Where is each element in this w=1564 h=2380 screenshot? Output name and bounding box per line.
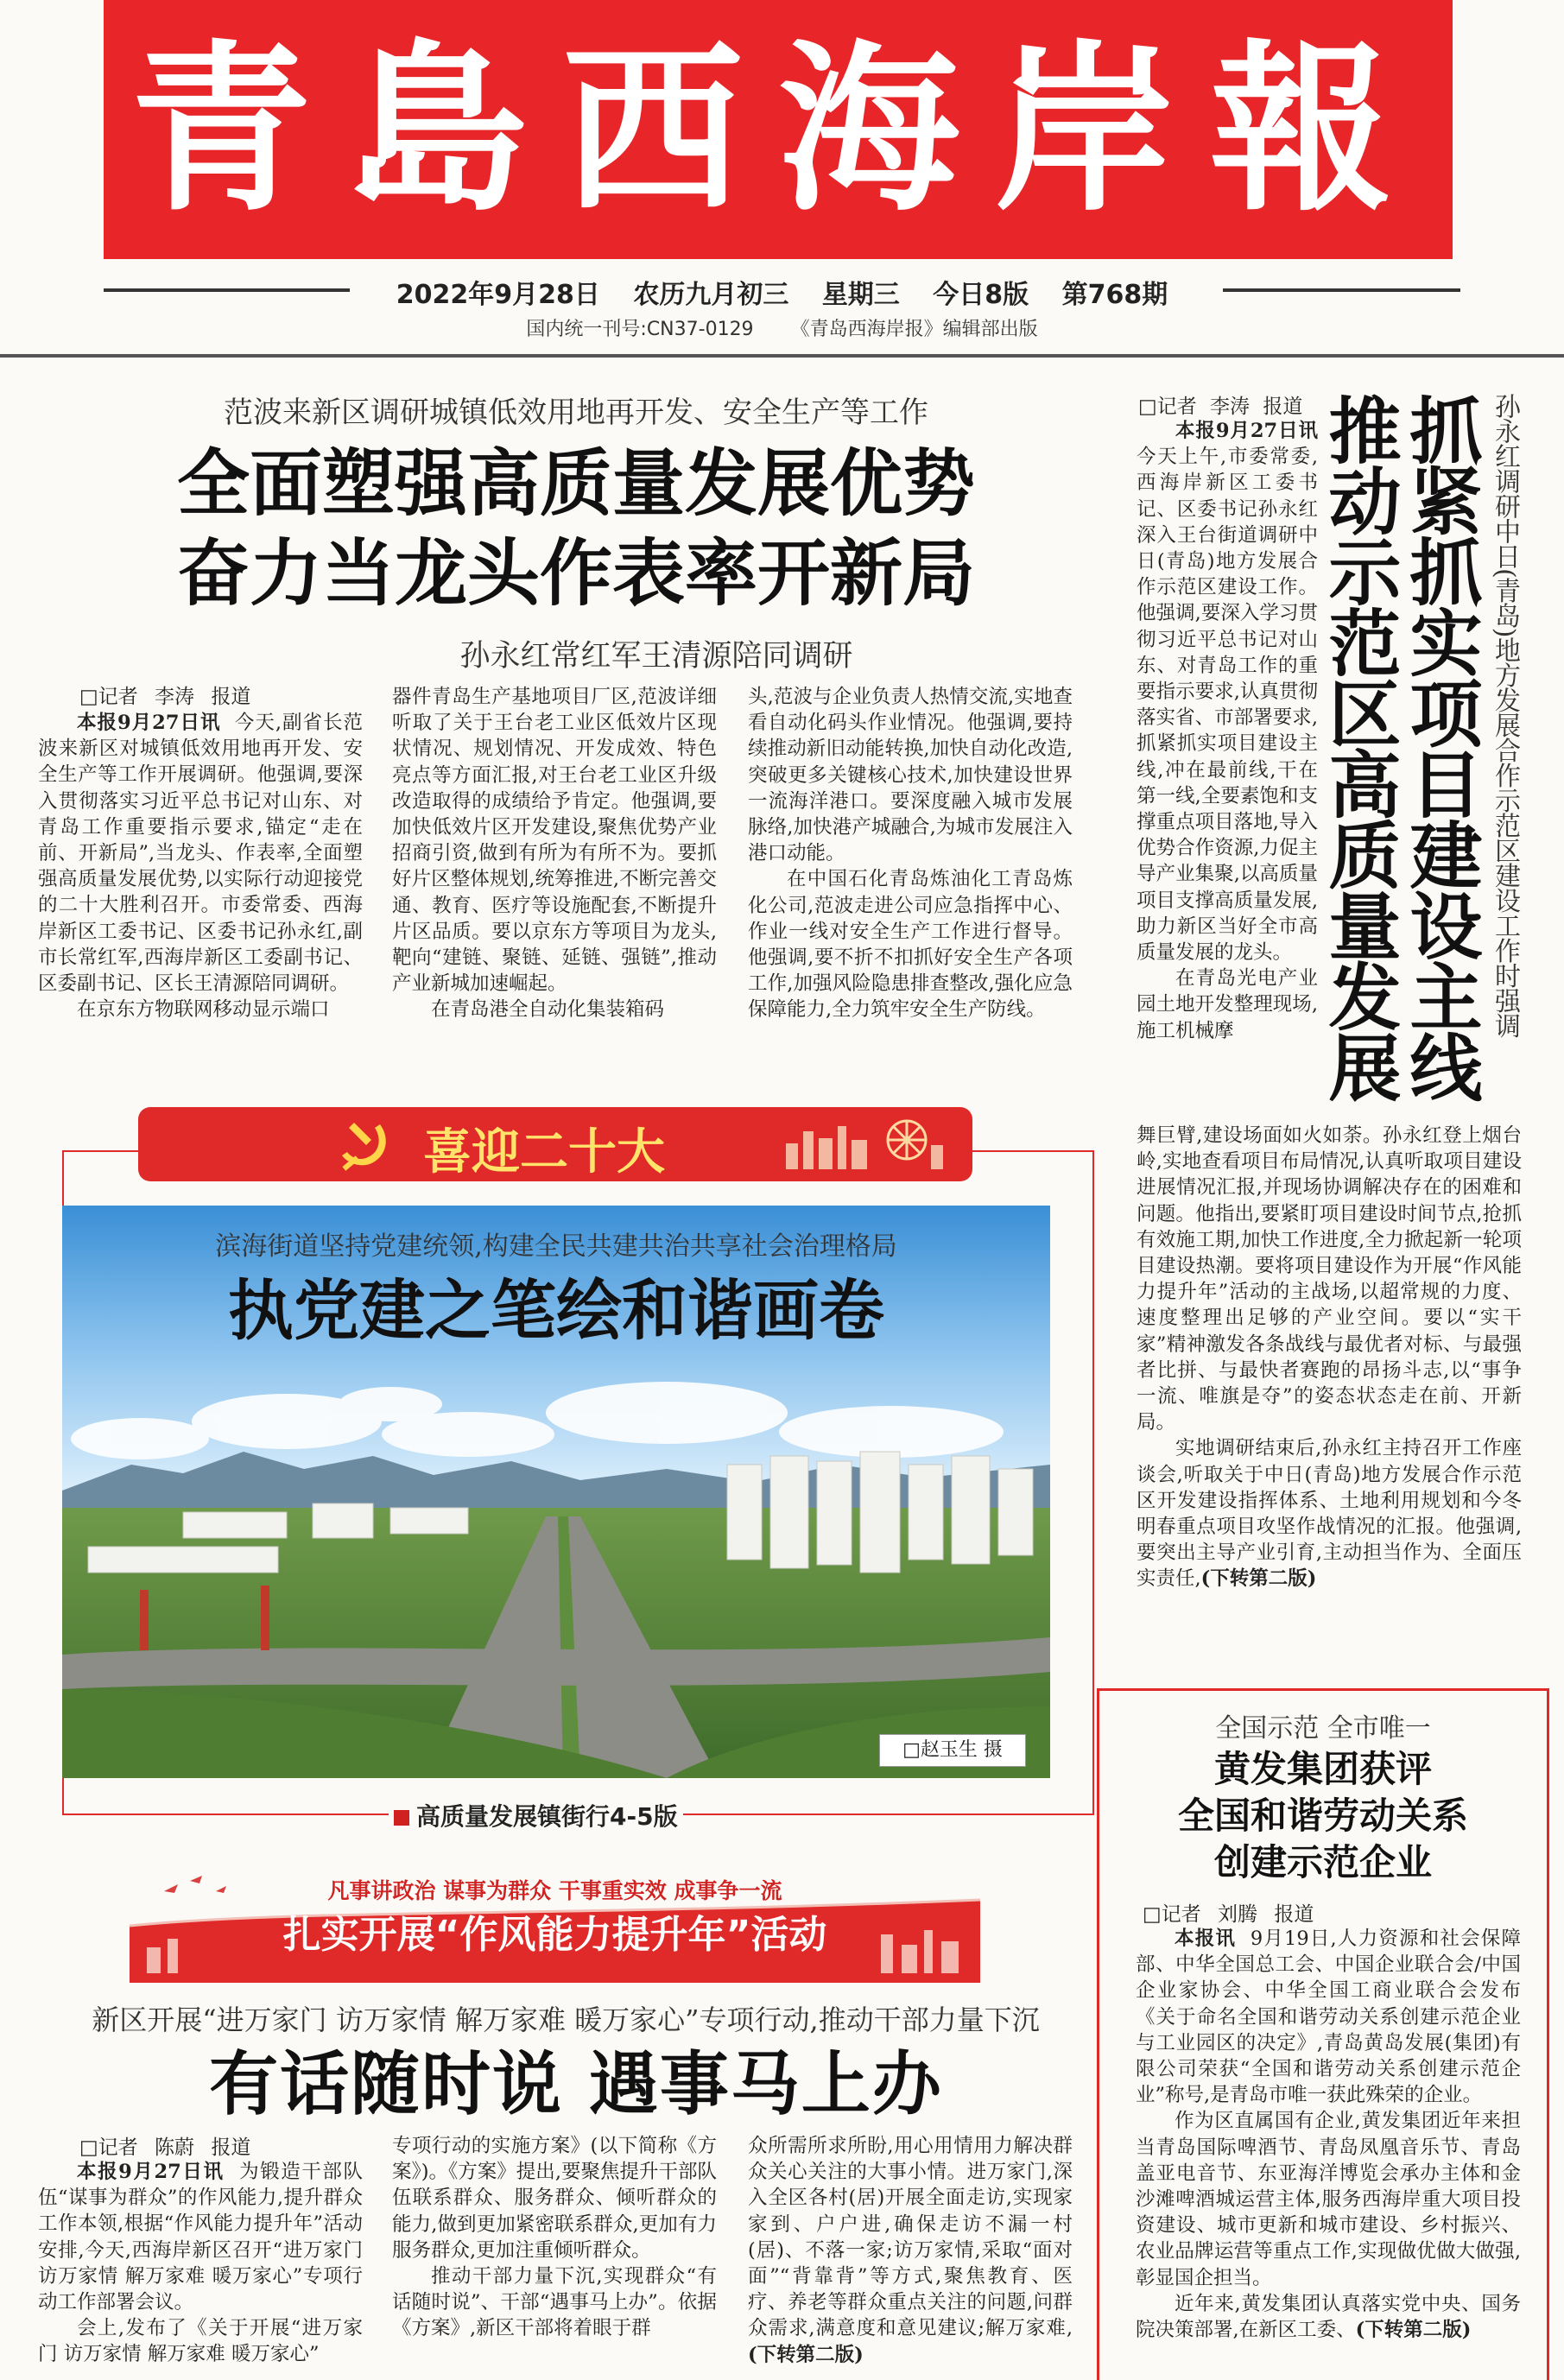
photo-footer-text: 高质量发展镇街行4-5版 [416, 1802, 678, 1831]
lead-col1-p2: 在京东方物联网移动显示端口 [77, 998, 330, 1022]
dateline-lead: 本报9月27日讯 [77, 2161, 225, 2183]
photo-footer [389, 1798, 683, 1832]
bottom-headline: 有话随时说 遇事马上办 [209, 2044, 943, 2124]
bottom-column-3 [748, 2133, 1073, 2380]
byline-name: 刘腾 [1218, 1903, 1258, 1926]
lunar-date: 农历九月初三 [633, 280, 789, 310]
box-headline-3: 创建示范企业 [1213, 1841, 1432, 1883]
weekday: 星期三 [821, 280, 900, 310]
lead-column-1 [38, 710, 363, 1073]
photo-headline: 执党建之笔绘和谐画卷 [228, 1272, 884, 1349]
box-p1: 9月19日,人力资源和社会保障部、中华全国总工会、中国企业联合会/中国企业家协会、中华全国工商业联合会发布《关于命名全国和谐劳动关系创建示范企业与工业园区的决定》,青岛黄岛发展(集团)有限公司荣获“全国和谐劳动关系创建示范企业”称号,是青岛市唯一获此殊荣的企业。 [1136, 1927, 1521, 2107]
lead-kicker: 范波来新区调研城镇低效用地再开发、安全生产等工作 [224, 396, 928, 430]
ribbon-title: 扎实开展“作风能力提升年”活动 [282, 1913, 827, 1957]
right-byline [1138, 390, 1302, 419]
turn-page-note: (下转第二版) [1200, 1567, 1317, 1591]
banner-title: 喜迎二十大 [423, 1124, 665, 1181]
right-narrow-p1: 今天上午,市委常委,西海岸新区工委书记、区委书记孙永红深入王台街道调研中日(青岛)地方发展合作示范区建设工作。他强调,要深入学习贯彻习近平总书记对山东、对青岛工作的重要指示要求,认真贯彻落实省、市部署要求,抓紧抓实项目建设主线,冲在最前线,干在第一线,全要素饱和支撑重点项目落地,导入优势合作资源,力促主导产业集聚,以高质量项目支撑高质量发展,助力新区当好全市高质量发展的龙头。 [1137, 446, 1318, 965]
red-square-icon [394, 1810, 409, 1826]
right-wide-column [1137, 1123, 1522, 1675]
bottom-col1-p2: 会上,发布了《关于开展“进万家门 访万家情 解万家难 暖万家心” [38, 2317, 363, 2366]
issue-date: 2022年9月28日 [396, 280, 600, 310]
byline-name: 李涛 [155, 686, 195, 708]
byline-name: 李涛 [1210, 396, 1251, 418]
right-headline-1: 抓紧抓实项目建设主线 [1398, 393, 1483, 1101]
cn-number: 国内统一刊号:CN37-0129 [526, 319, 754, 340]
byline-label: □记者 [1143, 1903, 1201, 1926]
byline-label: □记者 [79, 686, 138, 708]
box-headline-1: 黄发集团获评 [1213, 1748, 1432, 1790]
lead-column-3 [748, 684, 1073, 1073]
turn-page-note: (下转第二版) [748, 2343, 864, 2366]
lead-column-2 [392, 684, 717, 1073]
publication-info [0, 314, 1564, 341]
campaign-ribbon [130, 1865, 980, 1983]
lead-headline-1: 全面塑强高质量发展优势 [176, 441, 975, 526]
lead-byline [79, 680, 250, 709]
right-narrow-p2: 在青岛光电产业园土地开发整理现场,施工机械摩 [1137, 967, 1318, 1042]
lead-col1-p1: 今天,副省长范波来新区对城镇低效用地再开发、安全生产等工作开展调研。他强调,要深入贯彻落实习近平总书记对山东、对青岛工作重要指示要求,锚定“走在前、开新局”,当龙头、作表率,全面塑强高质量发展优势,以实际行动迎接党的二十大胜利召开。市委常委、西海岸新区工委书记、区委书记孙永红,副市长常红军,西海岸新区工委副书记、区委副书记、区长王清源陪同调研。 [38, 712, 363, 996]
banner [138, 1107, 972, 1181]
party-emblem-icon [337, 1116, 397, 1173]
byline-suffix: 报道 [1263, 396, 1303, 418]
bottom-byline [79, 2131, 250, 2160]
bottom-column-1 [38, 2159, 363, 2380]
city-skyline-icon [777, 1114, 959, 1174]
bottom-column-2 [392, 2133, 717, 2380]
top-rule [0, 354, 1564, 358]
publisher: 《青岛西海岸报》编辑部出版 [790, 319, 1038, 340]
byline-suffix: 报道 [1274, 1903, 1314, 1926]
byline-suffix: 报道 [211, 2136, 251, 2159]
lead-col2-p1: 器件青岛生产基地项目厂区,范波详细听取了关于王台老工业区低效片区现状情况、规划情况、开发成效、特色亮点等方面汇报,对王台老工业区升级改造取得的成绩给予肯定。他强调,要加快低效片区开发建设,聚焦优势产业招商引资,做到有所为有所不为。要抓好片区整体规划,统筹推进,不断完善交通、教育、医疗等设施配套,不断提升片区品质。要以京东方等项目为龙头,靶向“建链、聚链、延链、强链”,推动产业新城加速崛起。 [392, 686, 717, 996]
lead-col3-p1: 头,范波与企业负责人热情交流,实地查看自动化码头作业情况。他强调,要持续推动新旧动能转换,加快自动化改造,突破更多关键核心技术,加快建设世界一流海洋港口。要深度融入城市发展脉络,加快港产城融合,为城市发展注入港口动能。 [748, 686, 1073, 865]
lead-subhead: 孙永红常红军王清源陪同调研 [459, 639, 853, 674]
dateline [0, 273, 1564, 310]
lead-headline-2: 奋力当龙头作表率开新局 [176, 531, 975, 616]
lead-col3-p2: 在中国石化青岛炼油化工青岛炼化公司,范波走进公司应急指挥中心、作业一线对安全生产工作进行督导。他强调,要不折不扣抓好安全生产各项工作,加强风险隐患排查整改,强化应急保障能力,全力筑牢安全生产防线。 [748, 868, 1073, 1022]
box-body [1136, 1926, 1521, 2380]
bottom-col3-p1: 众所需所求所盼,用心用情用力解决群众关心关注的大事小情。进万家门,深入全区各村(居)开展全面走访,实现家家到、户户进,确保走访不漏一村(居)、不落一家;访万家情,采取“面对面”“背靠背”等方式,聚焦教育、医疗、养老等群众重点关注的问题,问群众需求,满意度和意见建议;解万家难, [748, 2135, 1073, 2340]
byline-name: 陈蔚 [155, 2136, 195, 2159]
dateline-lead: 本报讯 [1175, 1927, 1237, 1950]
masthead [104, 0, 1453, 259]
turn-page-note: (下转第二版) [1355, 2319, 1472, 2342]
photo-credit: □赵玉生 摄 [879, 1734, 1026, 1767]
page-count: 今日8版 [933, 280, 1029, 310]
dateline-lead: 本报9月27日讯 [77, 712, 221, 734]
dateline-lead: 本报9月27日讯 [1175, 420, 1318, 442]
byline-label: □记者 [1138, 396, 1197, 418]
right-wide-p1: 舞巨臂,建设场面如火如荼。孙永红登上烟台岭,实地查看项目布局情况,认真听取项目建设进展情况汇报,并现场协调解决存在的困难和问题。他指出,要紧盯项目建设时间节点,抢抓有效施工期,加快工作进度,全力掀起新一轮项目建设热潮。要将项目建设作为开展“作风能力提升年”活动的主战场,以超常规的力度、速度整理出足够的产业空间。要以“实干家”精神激发各条战线与最优者对标、与最强者比拼、与最快者赛跑的昂扬斗志,以“事争一流、唯旗是夺”的姿态状态走在前、开新局。 [1137, 1124, 1522, 1434]
right-headline-2: 推动示范区高质量发展 [1317, 393, 1402, 1101]
photo-kicker: 滨海街道坚持党建统领,构建全民共建共治共享社会治理格局 [215, 1231, 897, 1262]
issue-number: 第768期 [1061, 280, 1168, 310]
right-vertical-subhead: 孙永红调研中日(青岛)地方发展合作示范区建设工作时强调 [1490, 393, 1520, 1038]
byline-suffix: 报道 [211, 686, 251, 708]
bottom-col2-p2: 推动干部力量下沉,实现群众“有话随时说”、干部“遇事马上办”。依据《方案》,新区干部将着眼于群 [392, 2265, 717, 2340]
boxed-story [1097, 1688, 1549, 2380]
ribbon-slogan: 凡事讲政治 谋事为群众 干事重实效 成事争一流 [327, 1878, 782, 1903]
box-p3: 近年来,黄发集团认真落实党中央、国务院决策部署,在新区工委、 [1136, 2292, 1521, 2342]
box-kicker: 全国示范 全市唯一 [1215, 1713, 1431, 1744]
byline-label: □记者 [79, 2136, 138, 2159]
bottom-col1-p1: 为锻造干部队伍“谋事为群众”的作风能力,提升群众工作本领,根据“作风能力提升年”活动安排,今天,西海岸新区召开“进万家门 访万家情 解万家难 暖万家心”专项行动工作部署会议。 [38, 2161, 363, 2314]
dateline-rule-left [104, 288, 350, 292]
dateline-rule-right [1223, 288, 1460, 292]
masthead-title: 青島西海岸報 [130, 22, 1426, 236]
box-p2: 作为区直属国有企业,黄发集团近年来担当青岛国际啤酒节、青岛凤凰音乐节、青岛盖亚电音节、东亚海洋博览会承办主体和金沙滩啤酒城运营主体,服务西海岸重大项目投资建设、城市更新和城市建设、乡村振兴、农业品牌运营等重点工作,实现做优做大做强,彰显国企担当。 [1136, 2110, 1521, 2289]
lead-col2-p2: 在青岛港全自动化集装箱码 [431, 998, 665, 1022]
box-byline [1143, 1898, 1314, 1927]
photo-caption-box [107, 1218, 1005, 1364]
bottom-col2-p1: 专项行动的实施方案》(以下简称《方案》)。《方案》提出,要聚焦提升干部队伍联系群众、服务群众、倾听群众的能力,做到更加紧密联系群众,更加有力服务群众,更加注重倾听群众。 [392, 2135, 717, 2262]
bottom-kicker: 新区开展“进万家门 访万家情 解万家难 暖万家心”专项行动,推动干部力量下沉 [92, 2003, 1040, 2036]
right-wide-p2: 实地调研结束后,孙永红主持召开工作座谈会,听取关于中日(青岛)地方发展合作示范区开发建设指挥体系、土地利用规划和今冬明春重点项目攻坚作战情况的汇报。他强调,要突出主导产业引育,主动担当作为、全面压实责任, [1137, 1437, 1522, 1591]
right-narrow-column [1137, 418, 1318, 1100]
box-headline-2: 全国和谐劳动关系 [1177, 1794, 1468, 1837]
